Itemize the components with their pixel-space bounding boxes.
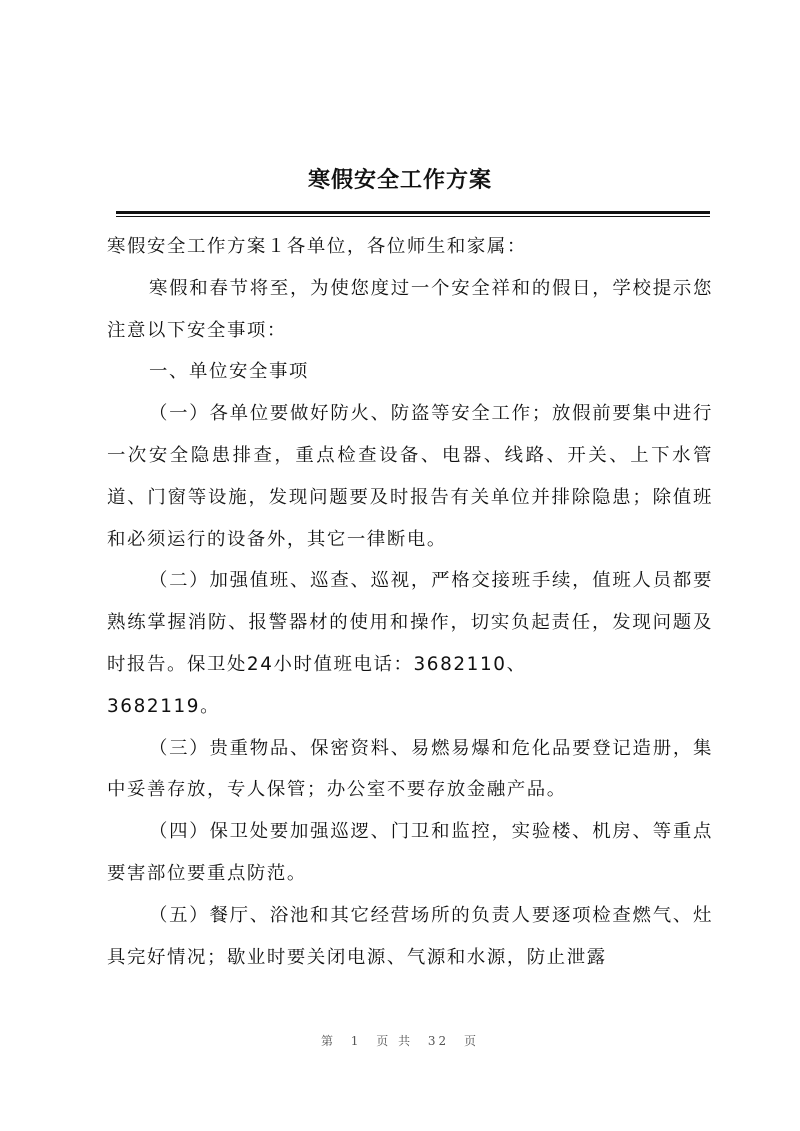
item-paragraph-3: （三）贵重物品、保密资料、易燃易爆和危化品要登记造册，集中妥善存放，专人保管；办公室不要存放金融产品。	[107, 737, 713, 801]
item-paragraph-2-continued: 3682119。	[107, 695, 221, 717]
item-paragraph-1: （一）各单位要做好防火、防盗等安全工作；放假前要集中进行一次安全隐患排查，重点检查设备、电器、线路、开关、上下水管道、门窗等设施，发现问题要及时报告有关单位并排除隐患；除值班和必须运行的设备外，其它一律断电。	[107, 403, 713, 550]
item-paragraph-5: （五）餐厅、浴池和其它经营场所的负责人要逐项检查燃气、灶具完好情况；歇业时要关闭电源、气源和水源，防止泄露	[107, 904, 713, 968]
item-paragraph-2: （二）加强值班、巡查、巡视，严格交接班手续，值班人员都要熟练掌握消防、报警器材的使用和操作，切实负起责任，发现问题及时报告。保卫处24小时值班电话：3682110、	[107, 570, 713, 675]
title-rule-thin	[116, 216, 710, 217]
salutation-paragraph: 寒假安全工作方案１各单位，各位师生和家属：	[107, 236, 527, 257]
footer-label-pages: 页	[464, 1034, 480, 1048]
page-footer	[0, 1032, 800, 1049]
intro-paragraph: 寒假和春节将至，为使您度过一个安全祥和的假日，学校提示您注意以下安全事项：	[107, 277, 713, 341]
document-title: 寒假安全工作方案	[307, 167, 492, 193]
footer-label-of: 页 共	[376, 1034, 414, 1048]
footer-label-page: 第	[320, 1034, 336, 1048]
document-body	[107, 226, 713, 978]
footer-current-page: 1	[350, 1034, 362, 1048]
title-rule-thick	[116, 211, 710, 214]
item-paragraph-4: （四）保卫处要加强巡逻、门卫和监控，实验楼、机房、等重点要害部位要重点防范。	[107, 821, 713, 884]
footer-total-pages: 32	[427, 1034, 450, 1048]
section-heading: 一、单位安全事项	[149, 361, 309, 383]
